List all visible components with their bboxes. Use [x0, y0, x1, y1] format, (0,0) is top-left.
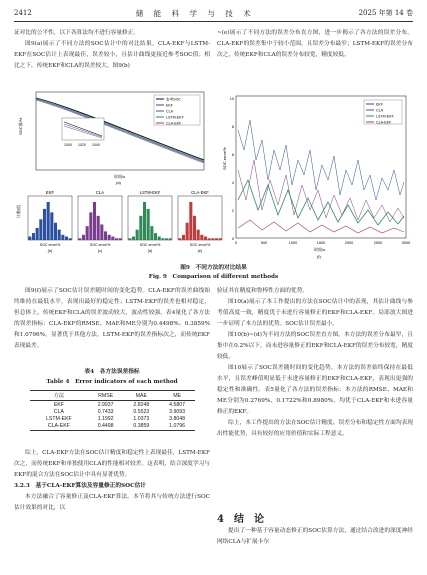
hist-bar — [108, 235, 111, 240]
legend-label: LSTM-EKF — [166, 115, 184, 120]
paragraph: 图10(b)~(d)为不同方法的SOC误差直方图。本方法的误差分布最窄，且集中在0.2%以下，而未进容量修正的EKF和CLA-EKF的误差分布较宽，精度较低。 — [217, 332, 413, 360]
table-row: EKF 2.9937 2.8248 4.5807 — [53, 401, 186, 408]
hist-title: CLA — [95, 190, 105, 195]
hist-bar — [115, 238, 118, 240]
table-title-en: Table 4 Error indicators of each method — [46, 379, 178, 385]
page-header — [14, 6, 413, 20]
hist-bar — [169, 238, 172, 240]
hist-bar — [28, 237, 31, 240]
left-top-text — [14, 28, 210, 72]
y-tick: 2 — [231, 209, 234, 213]
paragraph: 图10(a)展示了本工作提出的方法在SOC估计中的表现，其估计曲线与参考值高度一致，精度优于未进行容量修正的EKF和CLA-EKF。局部放大图进一步证明了本方法的优势。SOC估计误差最小。 — [217, 299, 413, 327]
hist-bar — [197, 230, 200, 240]
hist-bar — [86, 226, 89, 240]
hist-bar — [154, 233, 157, 240]
hist-bar — [215, 238, 218, 240]
hist-bar — [211, 238, 214, 240]
hist-bar — [186, 223, 189, 240]
hist-bar — [165, 238, 168, 240]
figure-caption-en: Fig. 9 Comparison of different methods — [148, 274, 279, 280]
hist-title: CLA-EKF — [191, 190, 209, 195]
journal-name: 储 能 科 学 与 技 术 — [135, 8, 255, 18]
y-tick: 0 — [231, 237, 234, 241]
right-mid-text — [217, 286, 413, 440]
hist-bar — [61, 235, 64, 240]
hist-bar — [189, 202, 192, 240]
hist-label: (b) — [47, 249, 53, 253]
x-tick: 3000 — [401, 241, 411, 245]
hist-bar — [111, 237, 114, 240]
hist-bar — [39, 219, 42, 240]
table-title-cn: 表4 各方法误差指标 — [84, 369, 140, 375]
hist-label: (e) — [197, 249, 203, 253]
hist-bar — [208, 238, 211, 240]
hist-bar — [132, 237, 135, 240]
hist-bar — [204, 237, 207, 240]
y-tick: 6 — [231, 153, 234, 157]
table-row: CLA 0.7433 0.5523 3.9093 — [53, 408, 186, 415]
panel-a — [17, 92, 204, 185]
issue-info: 2025 年第 14 卷 — [358, 9, 413, 17]
y-tick: 8 — [231, 125, 234, 129]
hist-bar — [161, 238, 164, 240]
x-tick: 1500 — [316, 241, 326, 245]
table-row: CLA-EKF 0.4498 0.3859 1.0796 — [30, 423, 195, 431]
inset-tick: 1020 — [78, 143, 86, 147]
panel-f — [222, 96, 410, 259]
hist-label: (d) — [147, 249, 153, 253]
legend-label: CLA — [376, 108, 383, 113]
panel-a-ylabel: SOC值/% — [18, 117, 23, 135]
hist-bar — [158, 237, 161, 240]
hist-frame — [128, 196, 172, 240]
panel-a-label: (a) — [116, 180, 121, 185]
legend-label: 参考SOC — [166, 97, 181, 102]
table-4 — [30, 390, 195, 431]
hist-title: LSTM-EKF — [139, 190, 161, 195]
paragraph: 证对比的公平性，以下各算法均不进行容量修正。 — [14, 30, 140, 36]
x-tick: 0 — [234, 241, 238, 245]
hist-bar — [65, 237, 68, 240]
paragraph: 提出了一种基于容量动态修正的SOC估算方法，通过结合改进的深度神经网络CLA与扩展卡尔 — [217, 528, 413, 545]
hist-frame — [178, 196, 222, 240]
page-number: 2412 — [14, 9, 32, 17]
paragraph: 本方法融合了容量修正及CLA-EKF算法。本节将其与传统方法进行SOC估计效果的对比，以 — [14, 494, 210, 511]
x-tick: 500 — [260, 241, 268, 245]
paragraph: 综上，本工作提出的方法在SOC估计精度、误差分布和稳定性方面均表现出性能优势，具有较好的应用价值和实际工程意义。 — [217, 420, 413, 437]
hist-bar — [100, 224, 103, 240]
hist-xlabel: SOC error/% — [139, 243, 161, 247]
section-4-title: 4 结 论 — [217, 514, 264, 525]
hist-bar — [32, 233, 35, 240]
hist-bar — [150, 226, 153, 240]
x-tick: 1000 — [288, 241, 298, 245]
paragraph: 图10展示了SOC误差随时间的变化趋势。本方法的误差始终保持在最低水平，且误差峰值明显低于未进容量修正的EKF和CLA-EKF，表现出更强的稳定性和准确性。表5量化了各方法的误差指标：本方法的RMSE、MAE和ME分别为0.2769%、0.1722%和0.8980%，均优于CLA-EKF和未进容量修正的EKF。 — [217, 365, 413, 415]
hist-bar — [143, 202, 146, 240]
y-tick: 10 — [229, 97, 234, 101]
legend-label: CLA-EKF — [376, 120, 392, 125]
figure-caption-cn: 图9 不同方法的对比结果 — [180, 265, 247, 271]
left-bottom-text — [14, 448, 210, 514]
legend-label: EKF — [376, 102, 383, 107]
hist-label: (c) — [97, 249, 103, 253]
legend-label: EKF — [166, 103, 173, 108]
hist-bar — [104, 231, 107, 240]
legend-label: CLA — [166, 109, 173, 114]
hist-bar — [54, 223, 57, 240]
panel-a-xlabel: 时间/s — [114, 174, 126, 179]
inset-tick: 1000 — [64, 143, 72, 147]
hist-bar — [82, 235, 85, 240]
panel-f-ylabel: SOC error/% — [222, 147, 227, 170]
figure-9 — [14, 90, 413, 260]
panel-f-label: (f) — [317, 254, 321, 259]
panel-f-xlabel: 时间/s — [314, 247, 326, 252]
col-header: RMSE — [88, 391, 124, 401]
table-header-row — [30, 391, 195, 401]
hist-xlabel: SOC error/% — [189, 243, 211, 247]
hist-ylabel: 计数/组 — [16, 204, 21, 218]
hist-bar — [78, 238, 81, 240]
hist-bar — [69, 238, 72, 240]
col-header: ME — [159, 391, 195, 401]
hist-bar — [219, 238, 222, 240]
x-tick: 2000 — [344, 241, 354, 245]
hist-xlabel: SOC error/% — [39, 243, 61, 247]
table-row: LSTM-EKF 1.1992 1.0373 3.8048 — [46, 415, 186, 422]
x-tick: 2500 — [373, 241, 383, 245]
hist-xlabel: SOC error/% — [89, 243, 111, 247]
inset-tick: 1040 — [92, 143, 100, 147]
left-mid-text — [14, 286, 210, 352]
histograms — [15, 190, 222, 253]
hist-bar — [193, 216, 196, 240]
hist-bar — [128, 238, 131, 240]
right-top-text — [217, 28, 413, 61]
paragraph: ~(e)展示了不同方法的误差分布直方图，进一步揭示了各方法的误差分布。CLA-EKF的误差集中于较小范围，且误差分布最窄；LSTM-EKF的误差分布次之，传统EKF和CLA的误差分布较宽，精度较低。 — [217, 30, 413, 58]
y-tick: 4 — [231, 181, 234, 185]
section-4-text — [217, 526, 413, 548]
hist-bar — [50, 212, 53, 240]
hist-bar — [89, 212, 92, 240]
hist-bar — [139, 216, 142, 240]
hist-bar — [58, 230, 61, 240]
paragraph: 验证其在精度和鲁棒性方面的优势。 — [217, 288, 308, 294]
hist-bar — [47, 202, 50, 240]
paragraph: 图9(f)展示了SOC估计误差随时间的变化趋势。CLA-EKF的误差曲线始终维持在最低水平，表现出最好的稳定性；LSTM-EKF的误差也相对稳定，但总体上，传统EKF和CLA的误差波动较大，波动性较强。表4量化了各方法的误差指标：CLA-EKF的RMSE、MAE和ME分别为0.4498%、0.3859%和1.0796%，显著优于其他方法。LSTM-EKF的误差指标次之，而传统EKF表现最差。 — [14, 288, 210, 349]
hist-bar — [43, 209, 46, 240]
hist-title: EKF — [45, 190, 55, 195]
header-rule — [14, 21, 413, 22]
hist-bar — [36, 228, 39, 240]
figure-9-svg — [14, 90, 413, 260]
legend-label: CLA-EKF — [166, 121, 182, 126]
hist-bar — [178, 238, 181, 240]
legend-label: LSTM-EKF — [376, 114, 394, 119]
paragraph: 图9(a)展示了不同方法的SOC估计中的对比结果。CLA-EKF与LSTM-EKF在SOC估计上表现最佳，误差较小，且估计曲线更接近参考SOC值；相比之下，传统EKF和CLA的误差较大。图9(b) — [14, 41, 210, 69]
hist-bar — [97, 216, 100, 240]
hist-bar — [147, 209, 150, 240]
hist-bar — [93, 202, 96, 240]
hist-frame — [78, 196, 122, 240]
hist-bar — [182, 235, 185, 240]
hist-bar — [119, 238, 122, 240]
hist-bar — [136, 230, 139, 240]
hist-bar — [200, 235, 203, 240]
col-header: MAE — [124, 391, 160, 401]
col-header: 方法 — [30, 391, 88, 401]
subsection-title: 3.2.3 基于CLA-EKF算法及容量修正的SOC估计 — [14, 483, 146, 489]
paragraph: 综上，CLA-EKF方法在SOC估计精度和稳定性上表现最佳，LSTM-EKF次之，而传统EKF和单独使用CLA的性能相对较差。这表明，结合深度学习与EKF的混合方法在SOC估计中具有显著优势。 — [14, 450, 210, 478]
